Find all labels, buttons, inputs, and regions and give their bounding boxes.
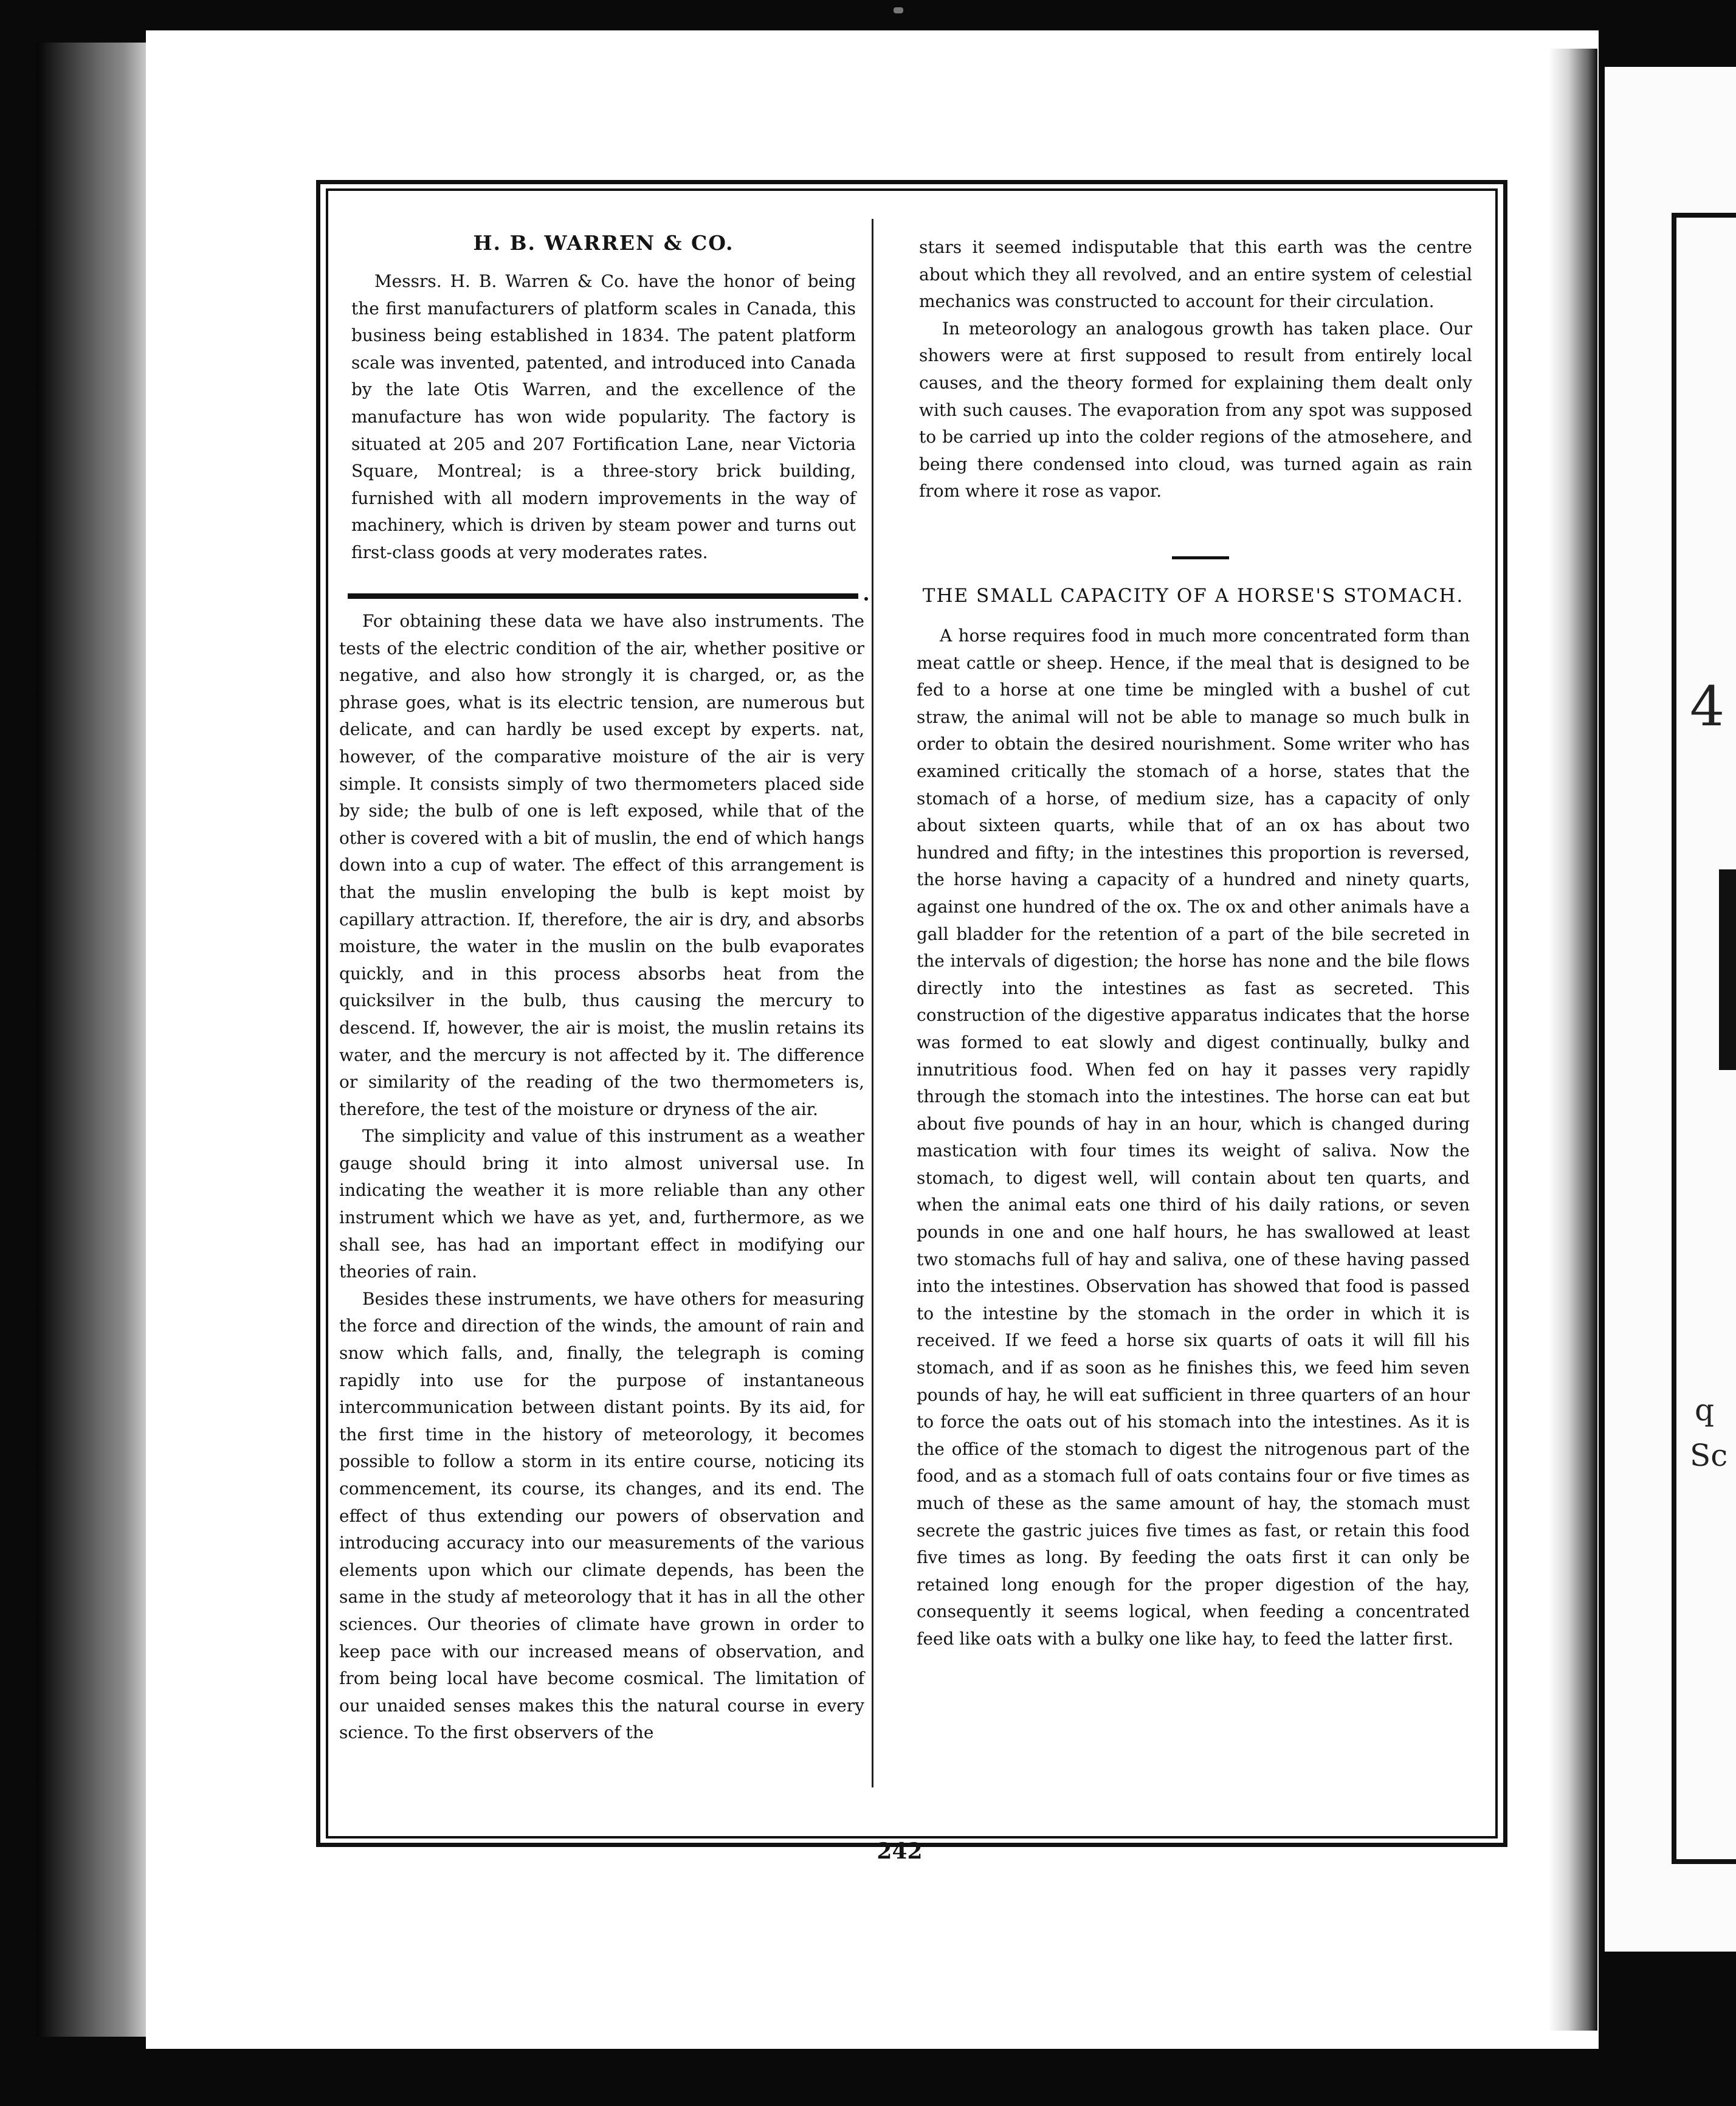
scan-mark (894, 7, 903, 13)
article-separator-rule (1172, 556, 1229, 559)
advertisement (351, 231, 856, 567)
article (917, 584, 1470, 1653)
paragraph: stars it seemed indisputable that this earth was the centre about which they all revolved, and an entire system of celestial mechanics was constructed to account for their circulation. (919, 237, 1472, 312)
facing-page-fragment-sc: Sc (1690, 1438, 1728, 1473)
left-column-text (339, 608, 864, 1747)
page-number: 242 (877, 1838, 923, 1864)
article-body: A horse requires food in much more concentrated form than meat cattle or sheep. Hence, if the meal that is designed to be fed to a horse at one time be mingled with a bushel of cut straw, the animal will not be able to manage so much bulk in order to obtain the desired nourishment. Some writer who has examined critically the stomach of a horse, states that the stomach of a horse, of medium size, has a capacity of only about sixteen quarts, while that of an ox has about two hundred and fifty; in the intestines this proportion is reversed, the horse having a capacity of a hundred and ninety quarts, against one hundred of the ox. The ox and other animals have a gall bladder for the retention of a part of the bile secreted in the intervals of digestion; the horse has none and the bile flows directly into the intestines as fast as secreted. This construction of the digestive apparatus indicates that the horse was formed to eat slowly and digest continually, bulky and innutritious food. When fed on hay it passes very rapidly through the stomach into the intestines. The horse can eat but about five pounds of hay in an hour, which is changed during mastication with four times its weight of saliva. Now the stomach, to digest well, will contain about ten quarts, and when the animal eats one third of his daily rations, or seven pounds in one and one half hours, he has swallowed at least two stomachs full of hay and saliva, one of these having passed into the intestines. Observation has showed that food is passed to the intestine by the stomach in the order in which it is received. If we feed a horse six quarts of oats it will fill his stomach, and if as soon as he finishes this, we feed him seven pounds of hay, he will eat sufficient in three quarters of an hour to force the oats out of his stomach into the intestines. As it is the office of the stomach to digest the nitrogenous part of the food, and as a stomach full of oats contains four or five times as much of these as the same amount of hay, the stomach must secrete the gastric juices five times as fast, or retain this food five times as long. By feeding the oats first it can only be retained long enough for the proper digestion of the hay, consequently it seems logical, when feeding a concentrated feed like oats with a bulky one like hay, to feed the latter first. (917, 626, 1470, 1649)
paragraph: For obtaining these data we have also instruments. The tests of the electric condition of the air, whether positive or negative, and also how strongly it is charged, or, as the phrase goes, what is its electric tension, are numerous but delicate, and can hardly be used except by experts. nat, however, of the comparative moisture of the air is very simple. It consists simply of two thermometers placed side by side; the bulb of one is left exposed, while that of the other is covered with a bit of muslin, the end of which hangs down into a cup of water. The effect of this arrangement is that the muslin enveloping the bulb is kept moist by capillary attraction. If, therefore, the air is dry, and absorbs moisture, the water in the muslin on the bulb evaporates quickly, and in this process absorbs heat from the quicksilver in the bulb, thus causing the mercury to descend. If, however, the air is moist, the muslin retains its water, and the mercury is not affected by it. The difference or similarity of the reading of the two thermometers is, therefore, the test of the moisture or dryness of the air. (339, 611, 864, 1119)
page-gutter-shadow (1549, 49, 1597, 2031)
paragraph: In meteorology an analogous growth has taken place. Our showers were at first supposed to result from entirely local causes, and the theory formed for explaining them dealt only with such causes. The evaporation from any spot was supposed to be carried up into the colder regions of the atmosehere, and being there condensed into cloud, was turned again as rain from where it rose as vapor. (919, 318, 1472, 502)
article-title: THE SMALL CAPACITY OF A HORSE'S STOMACH. (922, 585, 1464, 607)
advertisement-title: H. B. WARREN & CO. (473, 231, 734, 255)
book-binding (36, 43, 146, 2037)
paragraph: Besides these instruments, we have others for measuring the force and direction of the winds, the amount of rain and snow which falls, and, finally, the telegraph is coming rapidly into use for the purpose of instantaneous intercommunication between distant points. By its aid, for the first time in the history of meteorology, it becomes possible to follow a storm in its entire course, noticing its commencement, its course, its changes, and its end. The effect of thus extending our powers of observation and introducing accuracy into our measurements of the various elements upon which our climate depends, has been the same in the study af meteorology that it has in all the other sciences. Our theories of climate have grown in order to keep pace with our increased means of observation, and from being local have become cosmical. The limitation of our unaided senses makes this the natural course in every science. To the first observers of the (339, 1288, 864, 1743)
facing-page-glyph-4: 4 (1690, 675, 1725, 739)
facing-page (1605, 67, 1736, 1952)
facing-page-fragment-q: q (1695, 1392, 1715, 1428)
paragraph: The simplicity and value of this instrument as a weather gauge should bring it into almost universal use. In indicating the weather it is more reliable than any other instrument which we have as yet, and, furthermore, as we shall see, has had an important effect in modifying our theories of rain. (339, 1126, 864, 1282)
facing-page-block (1719, 869, 1736, 1070)
right-column-continuation (919, 234, 1472, 505)
advertisement-body: Messrs. H. B. Warren & Co. have the honor of being the first manufacturers of platform scales in Canada, this business being established in 1834. The patent platform scale was invented, patented, and introduced into Canada by the late Otis Warren, and the excellence of the manufacture has won wide popularity. The factory is situated at 205 and 207 Fortification Lane, near Victoria Square, Montreal; is a three-story brick building, furnished with all modern improvements in the way of machinery, which is driven by steam power and turns out first-class goods at very moderates rates. (351, 271, 856, 562)
column-divider (872, 219, 873, 1787)
section-rule (348, 593, 858, 599)
